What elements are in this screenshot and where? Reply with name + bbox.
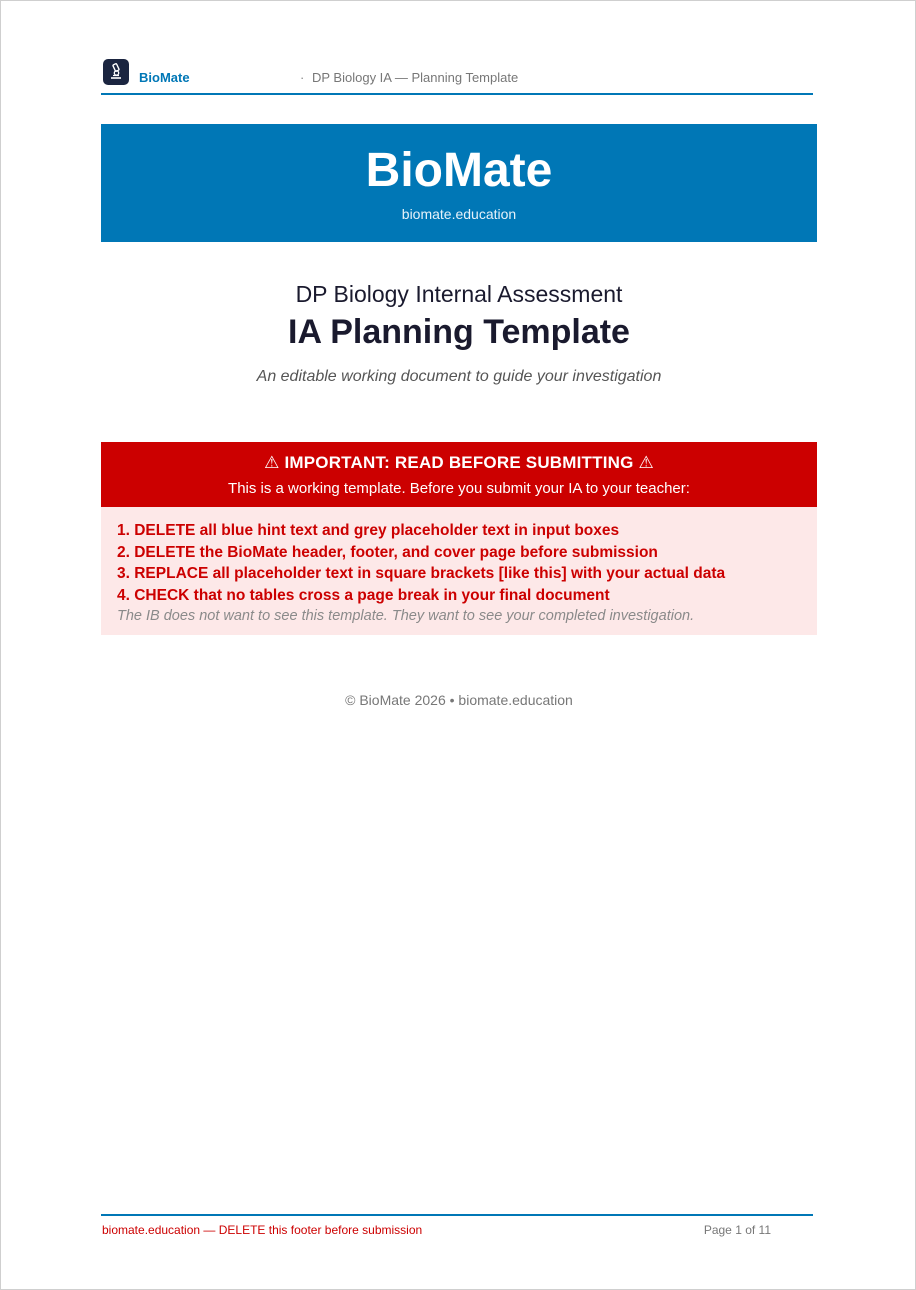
cover-banner [101, 124, 817, 242]
warning-item: 1. DELETE all blue hint text and grey placeholder text in input boxes [117, 522, 620, 539]
page-title: IA Planning Template [288, 313, 630, 351]
footer-note: biomate.education — DELETE this footer before submission [102, 1223, 423, 1237]
cover-kicker: DP Biology Internal Assessment [295, 281, 623, 307]
banner-url: biomate.education [401, 206, 517, 222]
warning-item: 2. DELETE the BioMate header, footer, and cover page before submission [117, 543, 658, 561]
warning-item: 3. REPLACE all placeholder text in square brackets [like this] with your actual data [117, 565, 726, 582]
header-brand: BioMate [139, 70, 190, 85]
warning-lead: This is a working template. Before you submit your IA to your teacher: [228, 480, 690, 497]
warning-body [101, 507, 817, 635]
warning-item: 4. CHECK that no tables cross a page break in your final document [117, 586, 610, 604]
warning-note: The IB does not want to see this template. They want to see your completed investigation. [117, 608, 695, 624]
banner-title: BioMate [365, 144, 553, 197]
running-header [101, 57, 813, 95]
cover-subtitle: An editable working document to guide your investigation [256, 368, 662, 385]
microscope-icon [103, 59, 129, 85]
warning-title: ⚠ IMPORTANT: READ BEFORE SUBMITTING ⚠ [264, 453, 654, 472]
warning-list [117, 520, 725, 606]
cover-copyright: © BioMate 2026 • biomate.education [345, 692, 573, 708]
warning-header [101, 442, 817, 507]
header-separator: · [300, 70, 305, 85]
running-footer [101, 1214, 813, 1246]
header-document-title: DP Biology IA — Planning Template [312, 70, 519, 85]
page-number: Page 1 of 11 [703, 1223, 771, 1237]
